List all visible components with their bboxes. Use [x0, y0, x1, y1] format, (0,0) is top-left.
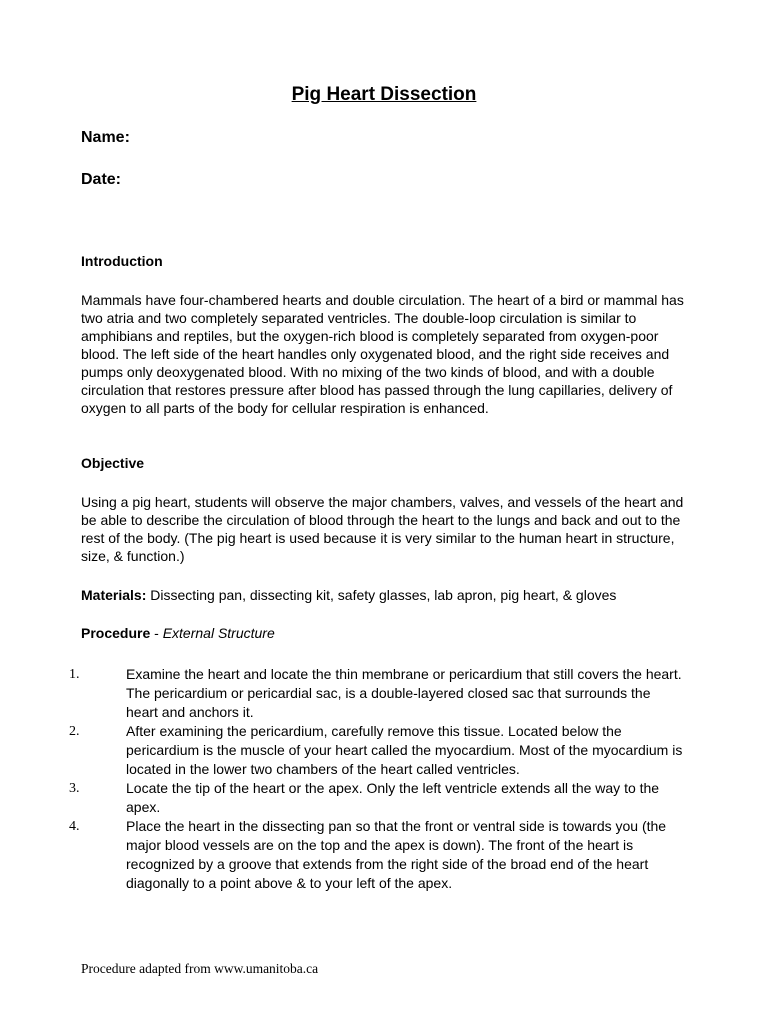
materials-line [81, 586, 691, 604]
introduction-heading: Introduction [81, 253, 163, 269]
date-label: Date: [81, 171, 122, 188]
materials-text: Dissecting pan, dissecting kit, safety glasses, lab apron, pig heart, & gloves [146, 587, 617, 603]
procedure-steps [66, 665, 686, 893]
list-item [66, 779, 686, 817]
name-label: Name: [81, 129, 130, 146]
list-item [66, 665, 686, 722]
introduction-text: Mammals have four-chambered hearts and double circulation. The heart of a bird or mammal has two atria and two completely separated ventricles. The double-loop circulation is similar to amphibians and reptiles, but the oxygen-rich blood is completely separated from oxygen-poor blood. The left side of the heart handles only oxygenated blood, and the right side receives and pumps only deoxygenated blood. With no mixing of the two kinds of blood, and with a double circulation that restores pressure after blood has passed through the lung capillaries, delivery of oxygen to all parts of the body for cellular respiration is enhanced. [81, 292, 684, 416]
footer-note: Procedure adapted from www.umanitoba.ca [81, 961, 319, 976]
document-title: Pig Heart Dissection [291, 84, 477, 105]
step-text: Place the heart in the dissecting pan so that the front or ventral side is towards you (the major blood vessels are on the top and the apex is down). The front of the heart is recognized by a groove that extends from the right side of the broad end of the heart diagonally to a point above & to your left of the apex. [126, 818, 667, 891]
objective-text: Using a pig heart, students will observe the major chambers, valves, and vessels of the heart and be able to describe the circulation of blood through the heart to the lungs and back and out to the rest of the body. (The pig heart is used because it is very similar to the human heart in structure, size, & function.) [81, 494, 684, 564]
step-text: Examine the heart and locate the thin membrane or pericardium that still covers the heart. The pericardium or pericardial sac, is a double-layered closed sac that surrounds the heart and anchors it. [126, 666, 682, 720]
list-item [66, 722, 686, 779]
list-item [66, 817, 686, 893]
materials-label: Materials: [81, 587, 147, 603]
step-text: Locate the tip of the heart or the apex. Only the left ventricle extends all the way to the apex. [126, 780, 660, 815]
objective-heading: Objective [81, 455, 145, 471]
step-number: 3. [69, 781, 80, 796]
step-number: 2. [69, 724, 80, 739]
procedure-label: Procedure [81, 625, 151, 641]
step-number: 1. [69, 667, 80, 682]
procedure-separator: - [150, 625, 163, 641]
procedure-subtitle: External Structure [162, 625, 275, 641]
step-text: After examining the pericardium, carefully remove this tissue. Located below the pericardium is the muscle of your heart called the myocardium. Most of the myocardium is located in the lower two chambers of the heart called ventricles. [126, 723, 683, 777]
procedure-heading [81, 624, 691, 642]
step-number: 4. [69, 819, 80, 834]
